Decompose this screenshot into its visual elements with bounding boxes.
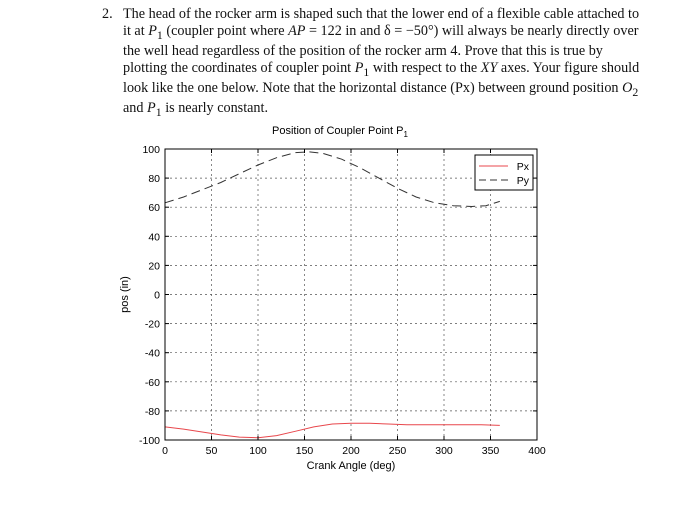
- y-tick-label: -20: [144, 318, 160, 331]
- legend: [475, 155, 533, 190]
- chart-title: Position of Coupler Point $P_1$: [272, 125, 408, 139]
- x-tick-label: 250: [388, 445, 407, 457]
- y-tick-label: 40: [148, 231, 160, 244]
- problem-statement: [103, 6, 643, 121]
- y-tick-label: -100: [138, 435, 160, 447]
- text-part: is nearly constant.: [161, 100, 269, 117]
- x-tick-label: 0: [162, 445, 168, 457]
- problem-number: 2.: [102, 6, 113, 22]
- y-tick-label: 100: [142, 144, 160, 156]
- text-part: The head of the rocker arm is shaped such that the lower end of a flexible cable attached to it at: [123, 6, 640, 39]
- text-part: and: [123, 100, 148, 117]
- series-line-px: [165, 423, 500, 438]
- x-tick-label: 300: [435, 445, 453, 457]
- text-part: 1: [155, 105, 162, 120]
- text-part: AP: [288, 22, 306, 39]
- y-axis-label: pos (in): [119, 276, 131, 313]
- y-tick-label: 0: [154, 289, 160, 302]
- problem-text: [123, 6, 643, 121]
- y-tick-label: -60: [144, 376, 160, 389]
- text-part: P: [147, 100, 156, 117]
- text-part: with respect to the: [369, 59, 481, 76]
- y-tick-label: 60: [148, 202, 160, 215]
- x-tick-label: 50: [205, 445, 218, 457]
- text-part: axes. Your figure should look like the one below. Note that the horizontal distance (Px) between ground position: [123, 59, 640, 97]
- text-part: P: [354, 59, 364, 76]
- y-tick-label: -40: [144, 347, 160, 360]
- text-part: 1: [363, 64, 370, 79]
- text-part: (coupler point where: [162, 22, 289, 39]
- x-tick-label: 100: [249, 445, 267, 457]
- x-tick-label: 150: [295, 445, 314, 457]
- grid: [165, 149, 537, 440]
- x-axis-label: Crank Angle (deg): [306, 460, 396, 472]
- x-tick-label: 200: [342, 445, 360, 457]
- coupler-position-chart: [110, 118, 550, 478]
- series-line-py: [165, 152, 500, 207]
- text-part: O: [622, 80, 633, 97]
- text-part: 1: [156, 27, 163, 42]
- y-tick-label: -80: [144, 405, 160, 418]
- x-tick-label: 400: [528, 445, 546, 457]
- y-tick-label: 80: [148, 173, 160, 186]
- legend-label: Py: [516, 175, 529, 187]
- text-part: 2: [632, 84, 639, 99]
- y-tick-label: 20: [148, 260, 160, 273]
- text-part: XY: [480, 59, 498, 76]
- text-part: P: [148, 22, 157, 39]
- x-tick-label: 350: [481, 445, 500, 457]
- legend-label: Px: [516, 161, 529, 173]
- text-part: = 122 in and δ = −50°) will always be nearly directly over the well head regardless of the position of the rocker arm 4. Prove that this is true by plotting the coordinates of coupler point: [123, 22, 639, 76]
